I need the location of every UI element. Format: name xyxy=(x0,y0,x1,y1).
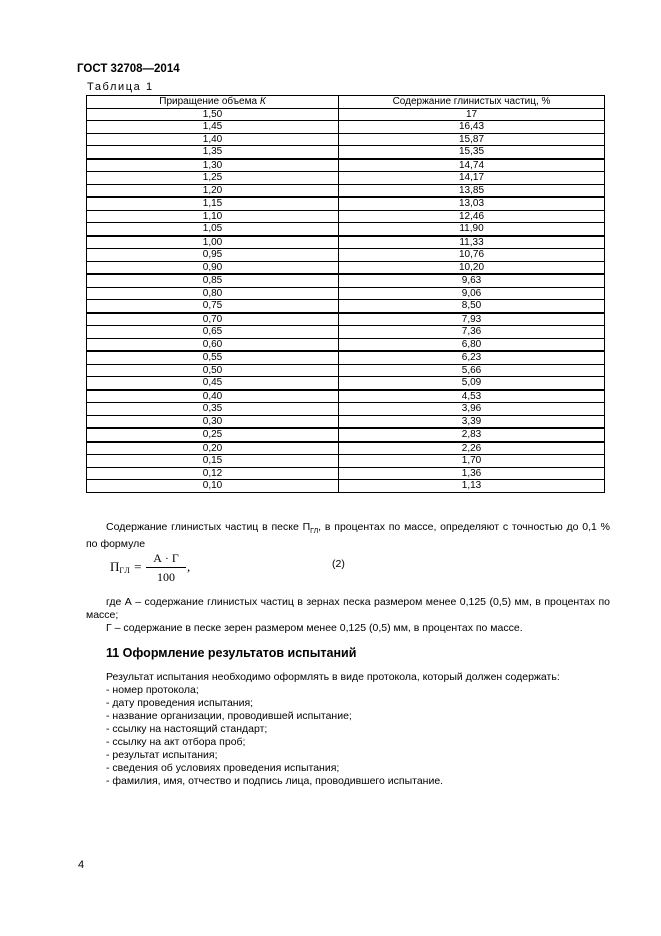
cell-volume-increment: 0,40 xyxy=(87,390,339,403)
table-body xyxy=(87,108,605,492)
table-row xyxy=(87,108,605,121)
cell-clay-content: 3,39 xyxy=(339,415,605,428)
list-item: - название организации, проводившей испытание; xyxy=(106,710,352,722)
cell-clay-content: 10,20 xyxy=(339,261,605,274)
cell-volume-increment: 0,25 xyxy=(87,428,339,442)
table-row xyxy=(87,467,605,480)
table-row xyxy=(87,121,605,134)
list-item: - фамилия, имя, отчество и подпись лица, проводившего испытание. xyxy=(106,775,444,787)
table-row xyxy=(87,159,605,172)
data-table xyxy=(86,95,605,493)
table-row xyxy=(87,480,605,493)
cell-clay-content: 1,36 xyxy=(339,467,605,480)
cell-clay-content: 8,50 xyxy=(339,300,605,313)
table-row xyxy=(87,184,605,197)
table-row xyxy=(87,146,605,159)
cell-volume-increment: 1,40 xyxy=(87,133,339,146)
cell-clay-content: 4,53 xyxy=(339,390,605,403)
page-number: 4 xyxy=(78,859,85,871)
cell-volume-increment: 0,10 xyxy=(87,480,339,493)
cell-clay-content: 14,74 xyxy=(339,159,605,172)
formula-lhs: $П_{ГЛ}$ = xyxy=(110,559,142,575)
cell-clay-content: 5,66 xyxy=(339,364,605,377)
cell-volume-increment: 0,65 xyxy=(87,326,339,339)
table-row xyxy=(87,223,605,236)
table-row xyxy=(87,210,605,223)
table-row xyxy=(87,197,605,210)
cell-volume-increment: 0,12 xyxy=(87,467,339,480)
requirements-list xyxy=(106,684,443,788)
list-item: - ссылку на настоящий стандарт; xyxy=(106,723,268,735)
cell-volume-increment: 1,30 xyxy=(87,159,339,172)
table-header-row xyxy=(87,96,605,109)
cell-volume-increment: 1,15 xyxy=(87,197,339,210)
paragraph-where-a: где А – содержание глинистых частиц в зернах песка размером менее 0,125 (0,5) мм, в процентах по массе; xyxy=(86,596,610,621)
formula-numerator: А · Г xyxy=(146,551,186,568)
cell-volume-increment: 0,20 xyxy=(87,442,339,455)
list-item: - сведения об условиях проведения испытания; xyxy=(106,762,340,774)
table-row xyxy=(87,403,605,416)
cell-clay-content: 15,87 xyxy=(339,133,605,146)
list-item: - номер протокола; xyxy=(106,684,199,696)
paragraph-clay-content: Содержание глинистых частиц в песке $П_{ГЛ}$, в процентах по массе, определяют с точностью до 0,1 % по формуле xyxy=(86,521,610,551)
cell-volume-increment: 0,15 xyxy=(87,455,339,468)
table-row xyxy=(87,428,605,442)
cell-volume-increment: 1,00 xyxy=(87,236,339,249)
table-row xyxy=(87,300,605,313)
table-row xyxy=(87,326,605,339)
cell-volume-increment: 0,95 xyxy=(87,249,339,262)
document-header: ГОСТ 32708—2014 xyxy=(77,63,180,75)
cell-clay-content: 5,09 xyxy=(339,377,605,390)
cell-clay-content: 11,33 xyxy=(339,236,605,249)
cell-clay-content: 2,83 xyxy=(339,428,605,442)
cell-clay-content: 6,23 xyxy=(339,351,605,364)
equation-number: (2) xyxy=(332,558,345,570)
table-row xyxy=(87,455,605,468)
table-caption: Таблица 1 xyxy=(87,81,154,93)
list-item: - результат испытания; xyxy=(106,749,218,761)
cell-volume-increment: 0,60 xyxy=(87,338,339,351)
cell-volume-increment: 1,35 xyxy=(87,146,339,159)
table-row xyxy=(87,338,605,351)
table-row xyxy=(87,133,605,146)
cell-volume-increment: 0,85 xyxy=(87,274,339,287)
cell-clay-content: 12,46 xyxy=(339,210,605,223)
cell-volume-increment: 0,30 xyxy=(87,415,339,428)
table-row xyxy=(87,249,605,262)
cell-clay-content: 13,03 xyxy=(339,197,605,210)
cell-volume-increment: 1,50 xyxy=(87,108,339,121)
table-row xyxy=(87,172,605,185)
formula-denominator: 100 xyxy=(157,570,175,584)
cell-volume-increment: 1,10 xyxy=(87,210,339,223)
table-row xyxy=(87,261,605,274)
cell-volume-increment: 0,80 xyxy=(87,287,339,300)
table-row xyxy=(87,287,605,300)
table-row xyxy=(87,377,605,390)
cell-clay-content: 9,06 xyxy=(339,287,605,300)
column-header-volume-increment: Приращение объема К xyxy=(87,96,339,109)
cell-volume-increment: 1,25 xyxy=(87,172,339,185)
cell-volume-increment: 0,35 xyxy=(87,403,339,416)
cell-clay-content: 7,93 xyxy=(339,313,605,326)
section-intro: Результат испытания необходимо оформлять в виде протокола, который должен содержать: xyxy=(106,671,560,683)
table-row xyxy=(87,236,605,249)
table-row xyxy=(87,442,605,455)
cell-clay-content: 9,63 xyxy=(339,274,605,287)
cell-clay-content: 3,96 xyxy=(339,403,605,416)
table-row xyxy=(87,313,605,326)
cell-clay-content: 16,43 xyxy=(339,121,605,134)
table-row xyxy=(87,274,605,287)
table-row xyxy=(87,364,605,377)
cell-clay-content: 2,26 xyxy=(339,442,605,455)
cell-clay-content: 17 xyxy=(339,108,605,121)
cell-clay-content: 1,70 xyxy=(339,455,605,468)
cell-volume-increment: 0,75 xyxy=(87,300,339,313)
cell-volume-increment: 1,20 xyxy=(87,184,339,197)
table-row xyxy=(87,415,605,428)
cell-clay-content: 10,76 xyxy=(339,249,605,262)
cell-volume-increment: 1,45 xyxy=(87,121,339,134)
table-row xyxy=(87,390,605,403)
section-title: 11 Оформление результатов испытаний xyxy=(106,646,357,660)
cell-clay-content: 1,13 xyxy=(339,480,605,493)
cell-volume-increment: 0,55 xyxy=(87,351,339,364)
cell-clay-content: 13,85 xyxy=(339,184,605,197)
cell-volume-increment: 0,50 xyxy=(87,364,339,377)
cell-clay-content: 6,80 xyxy=(339,338,605,351)
cell-clay-content: 7,36 xyxy=(339,326,605,339)
cell-clay-content: 15,35 xyxy=(339,146,605,159)
table-row xyxy=(87,351,605,364)
cell-volume-increment: 1,05 xyxy=(87,223,339,236)
cell-volume-increment: 0,70 xyxy=(87,313,339,326)
cell-clay-content: 11,90 xyxy=(339,223,605,236)
formula-fraction xyxy=(146,551,186,585)
cell-volume-increment: 0,90 xyxy=(87,261,339,274)
cell-volume-increment: 0,45 xyxy=(87,377,339,390)
paragraph-where-g: Г – содержание в песке зерен размером менее 0,125 (0,5) мм, в процентах по массе. xyxy=(106,622,523,634)
cell-clay-content: 14,17 xyxy=(339,172,605,185)
column-header-clay-content: Содержание глинистых частиц, % xyxy=(339,96,605,109)
list-item: - ссылку на акт отбора проб; xyxy=(106,736,246,748)
list-item: - дату проведения испытания; xyxy=(106,697,254,709)
